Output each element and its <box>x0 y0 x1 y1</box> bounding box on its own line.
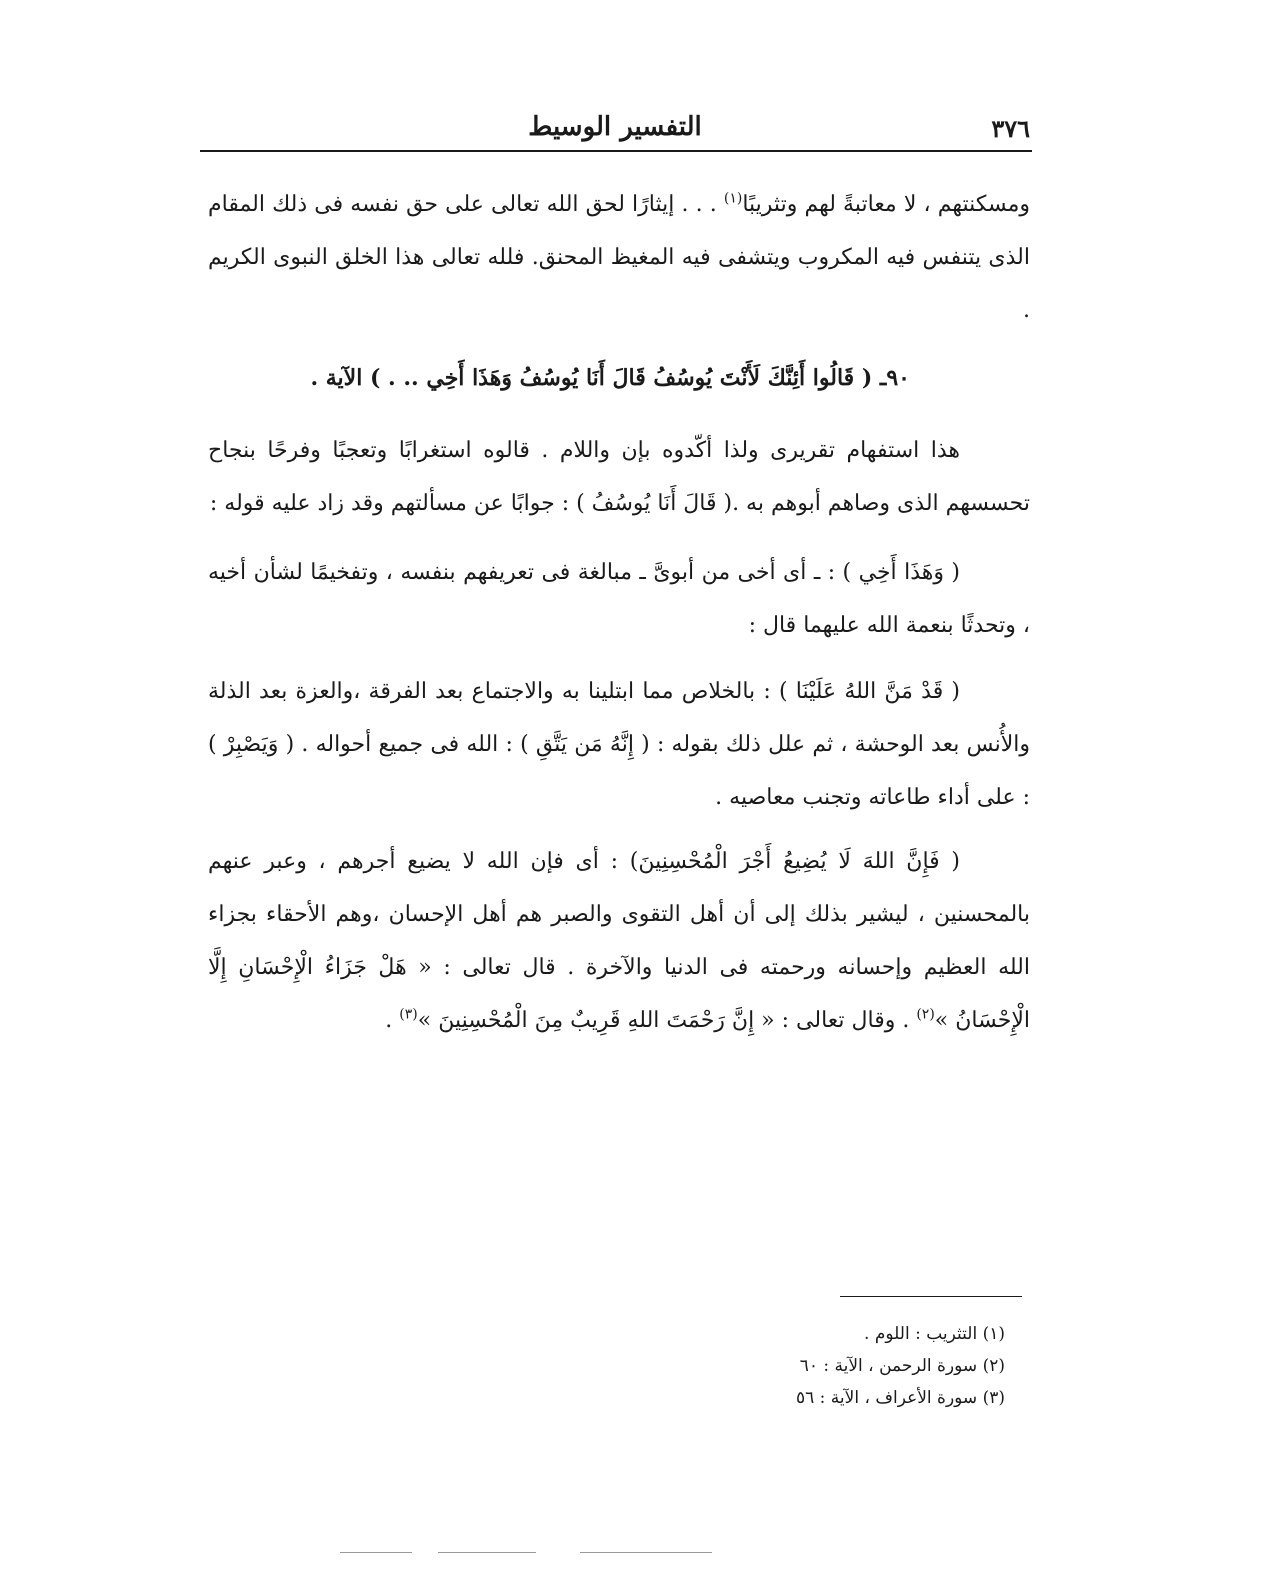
page-number: ٣٧٦ <box>991 114 1030 143</box>
paragraph-6 <box>208 835 1030 1047</box>
bottom-edge-line-right <box>580 1552 712 1553</box>
paragraph-5 <box>208 665 1030 824</box>
footnotes <box>600 1318 1005 1414</box>
paragraph-1 <box>208 178 1030 337</box>
footnote-1: (١) التثريب : اللوم . <box>864 1324 1005 1344</box>
verse-heading-text: ٩٠ـ ( قَالُوا أَئِنَّكَ لَأَنْتَ يُوسُفُ قَالَ أَنَا يُوسُفُ وَهَذَا أَخِي .. . ) الآية . <box>310 365 910 391</box>
paragraph-5-text: ( قَدْ مَنَّ اللهُ عَلَيْنَا ) : بالخلاص مما ابتلينا به والاجتماع بعد الفرقة ،والعزة بعد الذلة والأُنس بعد الوحشة ، ثم علل ذلك بقوله : ( إِنَّهُ مَن يَتَّقِ ) : الله فى جميع أحواله . ( وَيَصْبِرْ ) : على أداء طاعاته وتجنب معاصيه . <box>208 679 1030 810</box>
paragraph-6-text-a: ( فَإِنَّ اللهَ لَا يُضِيعُ أَجْرَ الْمُحْسِنِينَ) : أى فإن الله لا يضيع أجرهم ، وعبر عنهم بالمحسنين ، ليشير بذلك إلى أن أهل التقوى والصبر هم أهل الإحسان ،وهم الأحقاء بجزاء الله العظيم وإحسانه ورحمته فى الدنيا والآخرة . قال تعالى : « هَلْ جَزَاءُ الْإِحْسَانِ إِلَّا الْإِحْسَانُ » <box>208 849 1030 1033</box>
bottom-edge-line-left <box>340 1552 412 1553</box>
footnote-ref-1: (١) <box>723 190 743 207</box>
paragraph-1-text-a: ومسكنتهم ، لا معاتبةً لهم وتثريبًا <box>742 192 1030 217</box>
footnote-3: (٣) سورة الأعراف ، الآية : ٥٦ <box>795 1388 1005 1408</box>
paragraph-3 <box>208 424 1030 530</box>
paragraph-6-text-c: . <box>385 1008 400 1033</box>
footnote-rule <box>840 1296 1022 1297</box>
footnote-ref-2: (٢) <box>916 1006 935 1023</box>
paragraph-1-text-b: . . . إيثارًا لحق الله تعالى على حق نفسه فى ذلك المقام الذى يتنفس فيه المكروب ويتشفى فيه المغيظ المحنق. فلله تعالى هذا الخلق النبوى الكريم . <box>208 192 1030 323</box>
header-rule <box>200 150 1032 152</box>
bottom-edge-line-mid <box>438 1552 536 1553</box>
paragraph-3-text: هذا استفهام تقريرى ولذا أكّدوه بإن واللام . قالوه استغرابًا وتعجبًا وفرحًا بنجاح تحسسهم الذى وصاهم أبوهم به .( قَالَ أَنَا يُوسُفُ ) : جوابًا عن مسألتهم وقد زاد عليه قوله : <box>208 438 1030 516</box>
paragraph-6-text-b: . وقال تعالى : « إِنَّ رَحْمَتَ اللهِ قَرِيبٌ مِنَ الْمُحْسِنِينَ » <box>417 1008 917 1033</box>
verse-heading <box>208 352 1030 405</box>
paragraph-4-text: ( وَهَذَا أَخِي ) : ـ أى أخى من أبوىَّ ـ مبالغة فى تعريفهم بنفسه ، وتفخيمًا لشأن أخيه ، وتحدثًا بنعمة الله عليهما قال : <box>208 560 1030 638</box>
footnote-ref-3: (٣) <box>399 1006 418 1023</box>
paragraph-4 <box>208 546 1030 652</box>
running-title: التفسير الوسيط <box>528 112 702 142</box>
page-header <box>200 108 1030 148</box>
footnote-2: (٢) سورة الرحمن ، الآية : ٦٠ <box>799 1356 1005 1376</box>
